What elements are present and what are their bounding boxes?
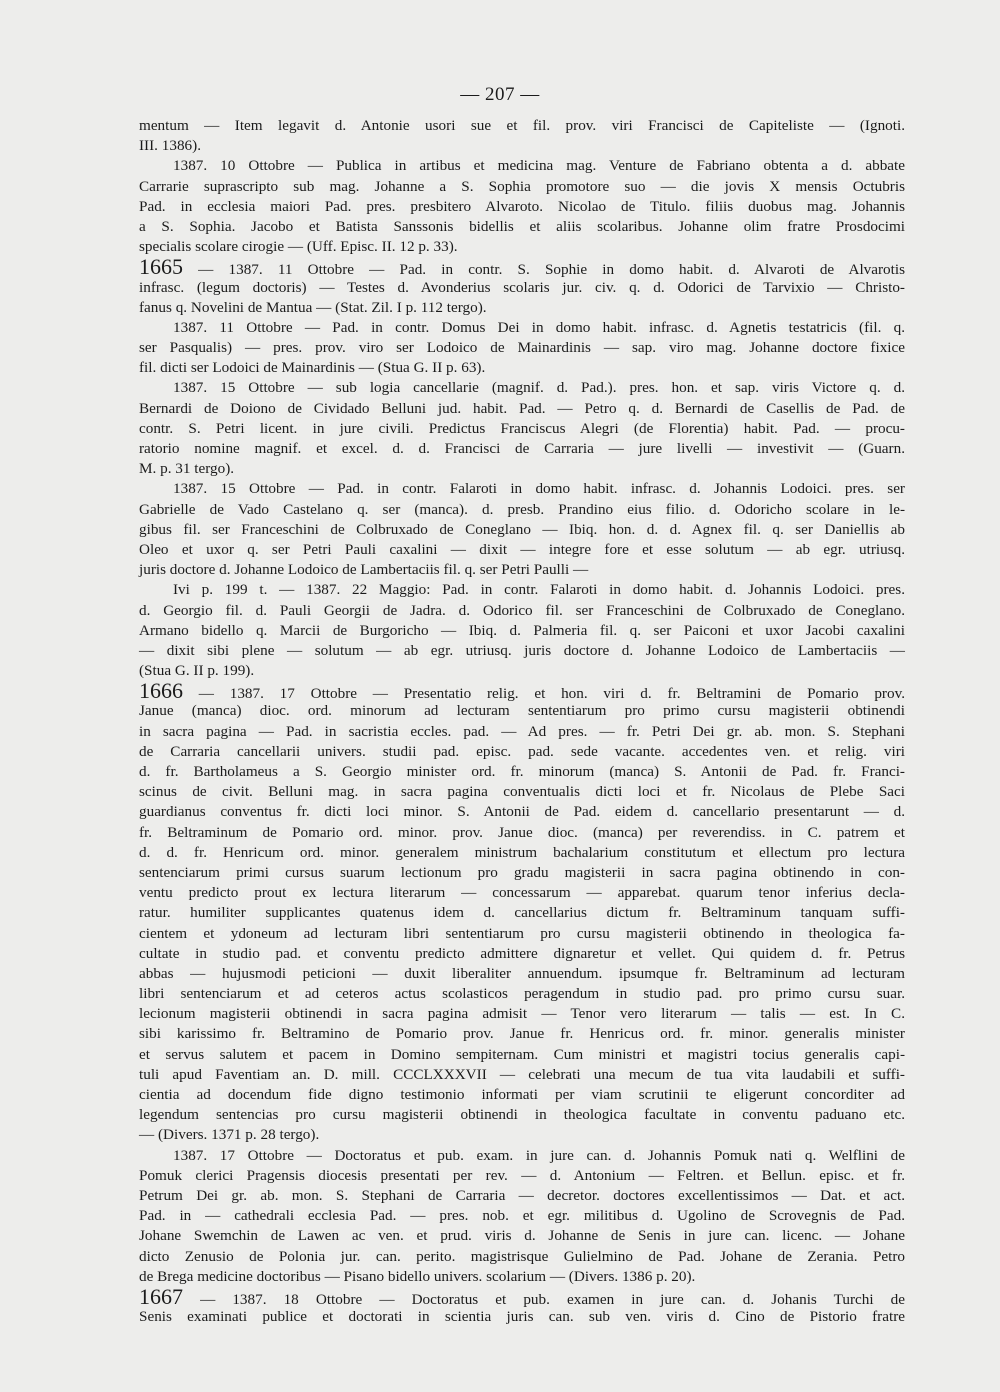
text-line: fr. Beltraminum de Pomario ord. minor. prov. Janue dioc. (manca) per reverendiss. in C. patrem et — [139, 823, 905, 841]
text-line: et servus salutem et pacem in Domino sempiternam. Cum ministri et magistri tocius generalis capi- — [139, 1045, 905, 1063]
text-line: Pad. in ecclesia maiori Pad. pres. presbitero Alvaroto. Nicolao de Titulo. filiis duobus mag. Johannis — [139, 197, 905, 215]
text-line: Johane Swemchin de Lawen ac ven. et prud. viris d. Johanne de Senis in jure can. licenc. — Johane — [139, 1227, 905, 1245]
text-line: d. fr. Bartholameus a S. Georgio minister ord. fr. minorum (manca) S. Antonii de Pad. fr. Franci- — [139, 763, 905, 780]
text-line: cientia ad docendum fide digno testimonio informati per viam scrutinii te eligerunt concorditer ad — [139, 1086, 905, 1103]
text-line: — dixit sibi plene — solutum — ab egr. utriusq. juris doctore d. Johanne Lodoico de Lambertaciis — — [139, 641, 905, 659]
text-line: ser Pasqualis) — pres. prov. viro ser Lodoico de Mainardinis — sap. viro mag. Johanne doctore fixice — [139, 339, 905, 357]
text-line: ratur. humiliter supplicantes quatenus idem d. cancellarius dictum fr. Beltraminum tanquam suffi- — [139, 904, 905, 922]
text-line: lecionum magisterii obtinendi in sacra pagina admisit — Tenor vero literarum — talis — est. In C. — [139, 1005, 905, 1023]
page-number: — 207 — — [460, 84, 540, 105]
text-line: specialis scolare cirogie — (Uff. Episc. II. 12 p. 33). — [139, 238, 458, 256]
text-line: Janue (manca) dioc. ord. minorum ad lecturam sententiarum pro primo cursu magisterii obtinendi — [139, 702, 905, 720]
text-line: d. Georgio fil. d. Pauli Georgii de Jadra. d. Odorico fil. ser Franceschini de Colbruxado de Coneglano. — [139, 601, 905, 619]
text-line: Armano bidello q. Marcii de Burgoricho — Ibiq. d. Palmeria fil. q. ser Paiconi et uxor Jacobi caxalini — [139, 621, 905, 639]
text-line: gibus fil. ser Franceschini de Colbruxado de Coneglano — Ibiq. hon. d. d. Agnex fil. q. ser Daniellis ab — [139, 520, 905, 538]
text-line: 1387. 15 Ottobre — Pad. in contr. Falaroti in domo habit. infrasc. d. Johannis Lodoici. pres. ser — [173, 480, 905, 498]
text-line: Senis examinati publice et doctorati in scientia juris can. sub ven. viris d. Cino de Pistorio fratre — [139, 1308, 905, 1326]
text-line: Petrum Dei gr. ab. mon. S. Stephani de Carraria — decretor. doctores excellentissimos — Dat. et act. — [139, 1186, 905, 1204]
text-line: mentum — Item legavit d. Antonie usori sue et fil. prov. viri Francisci de Capiteliste — (Ignoti. — [139, 117, 905, 134]
text-line: 1387. 17 Ottobre — Doctoratus et pub. exam. in jure can. d. Johannis Pomuk nati q. Welflini de — [173, 1146, 905, 1164]
text-line: Oleo et uxor q. ser Petri Pauli caxalini — dixit — integre fore et esse solutum — ab egr. utriusq. — [139, 540, 905, 558]
document-body — [139, 116, 905, 1327]
text-line: juris doctore d. Johanne Lodoico de Lambertaciis fil. q. ser Petri Paulli — — [139, 561, 589, 579]
text-line: infrasc. (legum doctoris) — Testes d. Avonderius scolaris jur. civ. q. d. Odorici de Tarvixio — Christo- — [139, 278, 905, 296]
text-line: de Brega medicine doctoribus — Pisano bidello univers. scolarium — (Divers. 1386 p. 20). — [139, 1267, 696, 1285]
text-line: d. d. fr. Henricum ord. minor. generalem ministrum bachalarium constitutum et ellectum pro lectura — [139, 843, 905, 861]
text-line: cultate in studio pad. et conventu predicto admittere dignaretur et vellet. Qui quidem d. fr. Petrus — [139, 944, 905, 962]
text-line: 1667 — 1387. 18 Ottobre — Doctoratus et pub. examen in jure can. d. Johanis Turchi de — [139, 1283, 905, 1309]
text-line: 1387. 11 Ottobre — Pad. in contr. Domus Dei in domo habit. infrasc. d. Agnetis testatricis (fil. q. — [173, 318, 905, 336]
text-line: dicto Zenusio de Polonia jur. can. perito. magistrisque Gulielmino de Pad. Johane de Zerania. Petro — [139, 1247, 905, 1265]
text-line: de Carraria cancellarii univers. studii pad. episc. pad. sede vacante. accedentes ven. et relig. viri — [139, 742, 905, 760]
text-line: M. p. 31 tergo). — [139, 460, 235, 478]
text-line: contr. S. Petri licent. in jure civili. Predictus Franciscus Alegri (de Florentia) habit. Pad. — procu- — [139, 419, 905, 437]
text-line: (Stua G. II p. 199). — [139, 662, 255, 680]
text-line: 1387. 10 Ottobre — Publica in artibus et medicina mag. Venture de Fabriano obtenta a d. abbate — [173, 157, 905, 175]
text-line: 1387. 15 Ottobre — sub logia cancellarie (magnif. d. Pad.). pres. hon. et sap. viris Victore q. d. — [173, 379, 905, 397]
text-line: guardianus conventus fr. dicti loci minor. S. Antonii de Pad. eidem d. cancellario presentarunt — d. — [139, 803, 905, 821]
text-line: libri sentenciarum et ad ceteros actus scolasticos peragendum in studio pad. pro primo cursu suar. — [139, 985, 905, 1003]
text-line: — (Divers. 1371 p. 28 tergo). — [139, 1126, 320, 1144]
text-line: tuli apud Faventiam an. D. mill. CCCLXXXVII — celebrati una mecum de tua vita laudabili et suffi- — [139, 1065, 905, 1083]
text-line: legendum sentencias pro cursu magisterii obtinendi in theologica facultate in conventu paduano etc. — [139, 1106, 905, 1124]
text-line: Gabrielle de Vado Castelano q. ser (manca). d. presb. Prandino eius filio. d. Odoricho scolare in le- — [139, 500, 905, 518]
text-line: 1665 — 1387. 11 Ottobre — Pad. in contr. S. Sophie in domo habit. d. Alvaroti de Alvarotis — [139, 254, 905, 280]
text-line: scinus de civit. Belluni mag. in sacra pagina conventualis dicti loci et fr. Nicolaus de Plebe Saci — [139, 783, 905, 801]
text-line: Ivi p. 199 t. — 1387. 22 Maggio: Pad. in contr. Falaroti in domo habit. d. Johannis Lodoici. pres. — [173, 581, 905, 599]
text-line: fil. dicti ser Lodoici de Mainardinis — (Stua G. II p. 63). — [139, 359, 486, 377]
text-line: ratorio nomine magnif. et excel. d. d. Francisci de Carraria — jure livelli — investivit — (Guarn. — [139, 440, 905, 457]
text-line: abbas — hujusmodi peticioni — duxit liberaliter annuendum. ipsumque fr. Beltraminum ad lecturam — [139, 964, 905, 982]
text-line: Bernardi de Doiono de Cividado Belluni jud. habit. Pad. — Petro q. d. Bernardi de Casellis de Pad. de — [139, 399, 905, 417]
text-line: a S. Sophia. Jacobo et Batista Sanssonis bidellis et aliis scolaribus. Johanne olim fratre Prosdocimi — [139, 217, 905, 235]
text-line: Carrarie suprascripto sub mag. Johanne a S. Sophia promotore suo — die jovis X mensis Octubris — [139, 177, 905, 195]
text-line: Pad. in — cathedrali ecclesia Pad. — pres. nob. et egr. militibus d. Ugolino de Scrovegnis de Pad. — [139, 1207, 905, 1225]
text-line: Pomuk clerici Pragensis diocesis presentati per rev. — d. Antonium — Feltren. et Bellun. episc. et fr. — [139, 1166, 905, 1184]
text-line: sibi karissimo fr. Beltramino de Pomario prov. Janue fr. Henricus ord. fr. minor. generalis minister — [139, 1025, 905, 1043]
text-line: in sacra pagina — Pad. in sacristia eccles. pad. — Ad pres. — fr. Petri Dei gr. ab. mon. S. Stephani — [139, 722, 905, 740]
text-line: III. 1386). — [139, 137, 201, 155]
text-line: ventu predicto prout ex lectura literarum — concessarum — apparebat. quarum tenor inferius decla- — [139, 884, 905, 902]
text-line: 1666 — 1387. 17 Ottobre — Presentatio relig. et hon. viri d. fr. Beltramini de Pomario prov. — [139, 678, 905, 704]
text-line: fanus q. Novelini de Mantua — (Stat. Zil. I p. 112 tergo). — [139, 298, 487, 316]
text-line: sentenciarum primi cursus suarum lectionum pro gradu magisterii in sacra pagina obtinendo in con- — [139, 863, 905, 881]
text-line: cientem et ydoneum ad lecturam libri sententiarum pro cursu magisterii obtinendo in theologica fa- — [139, 924, 905, 942]
